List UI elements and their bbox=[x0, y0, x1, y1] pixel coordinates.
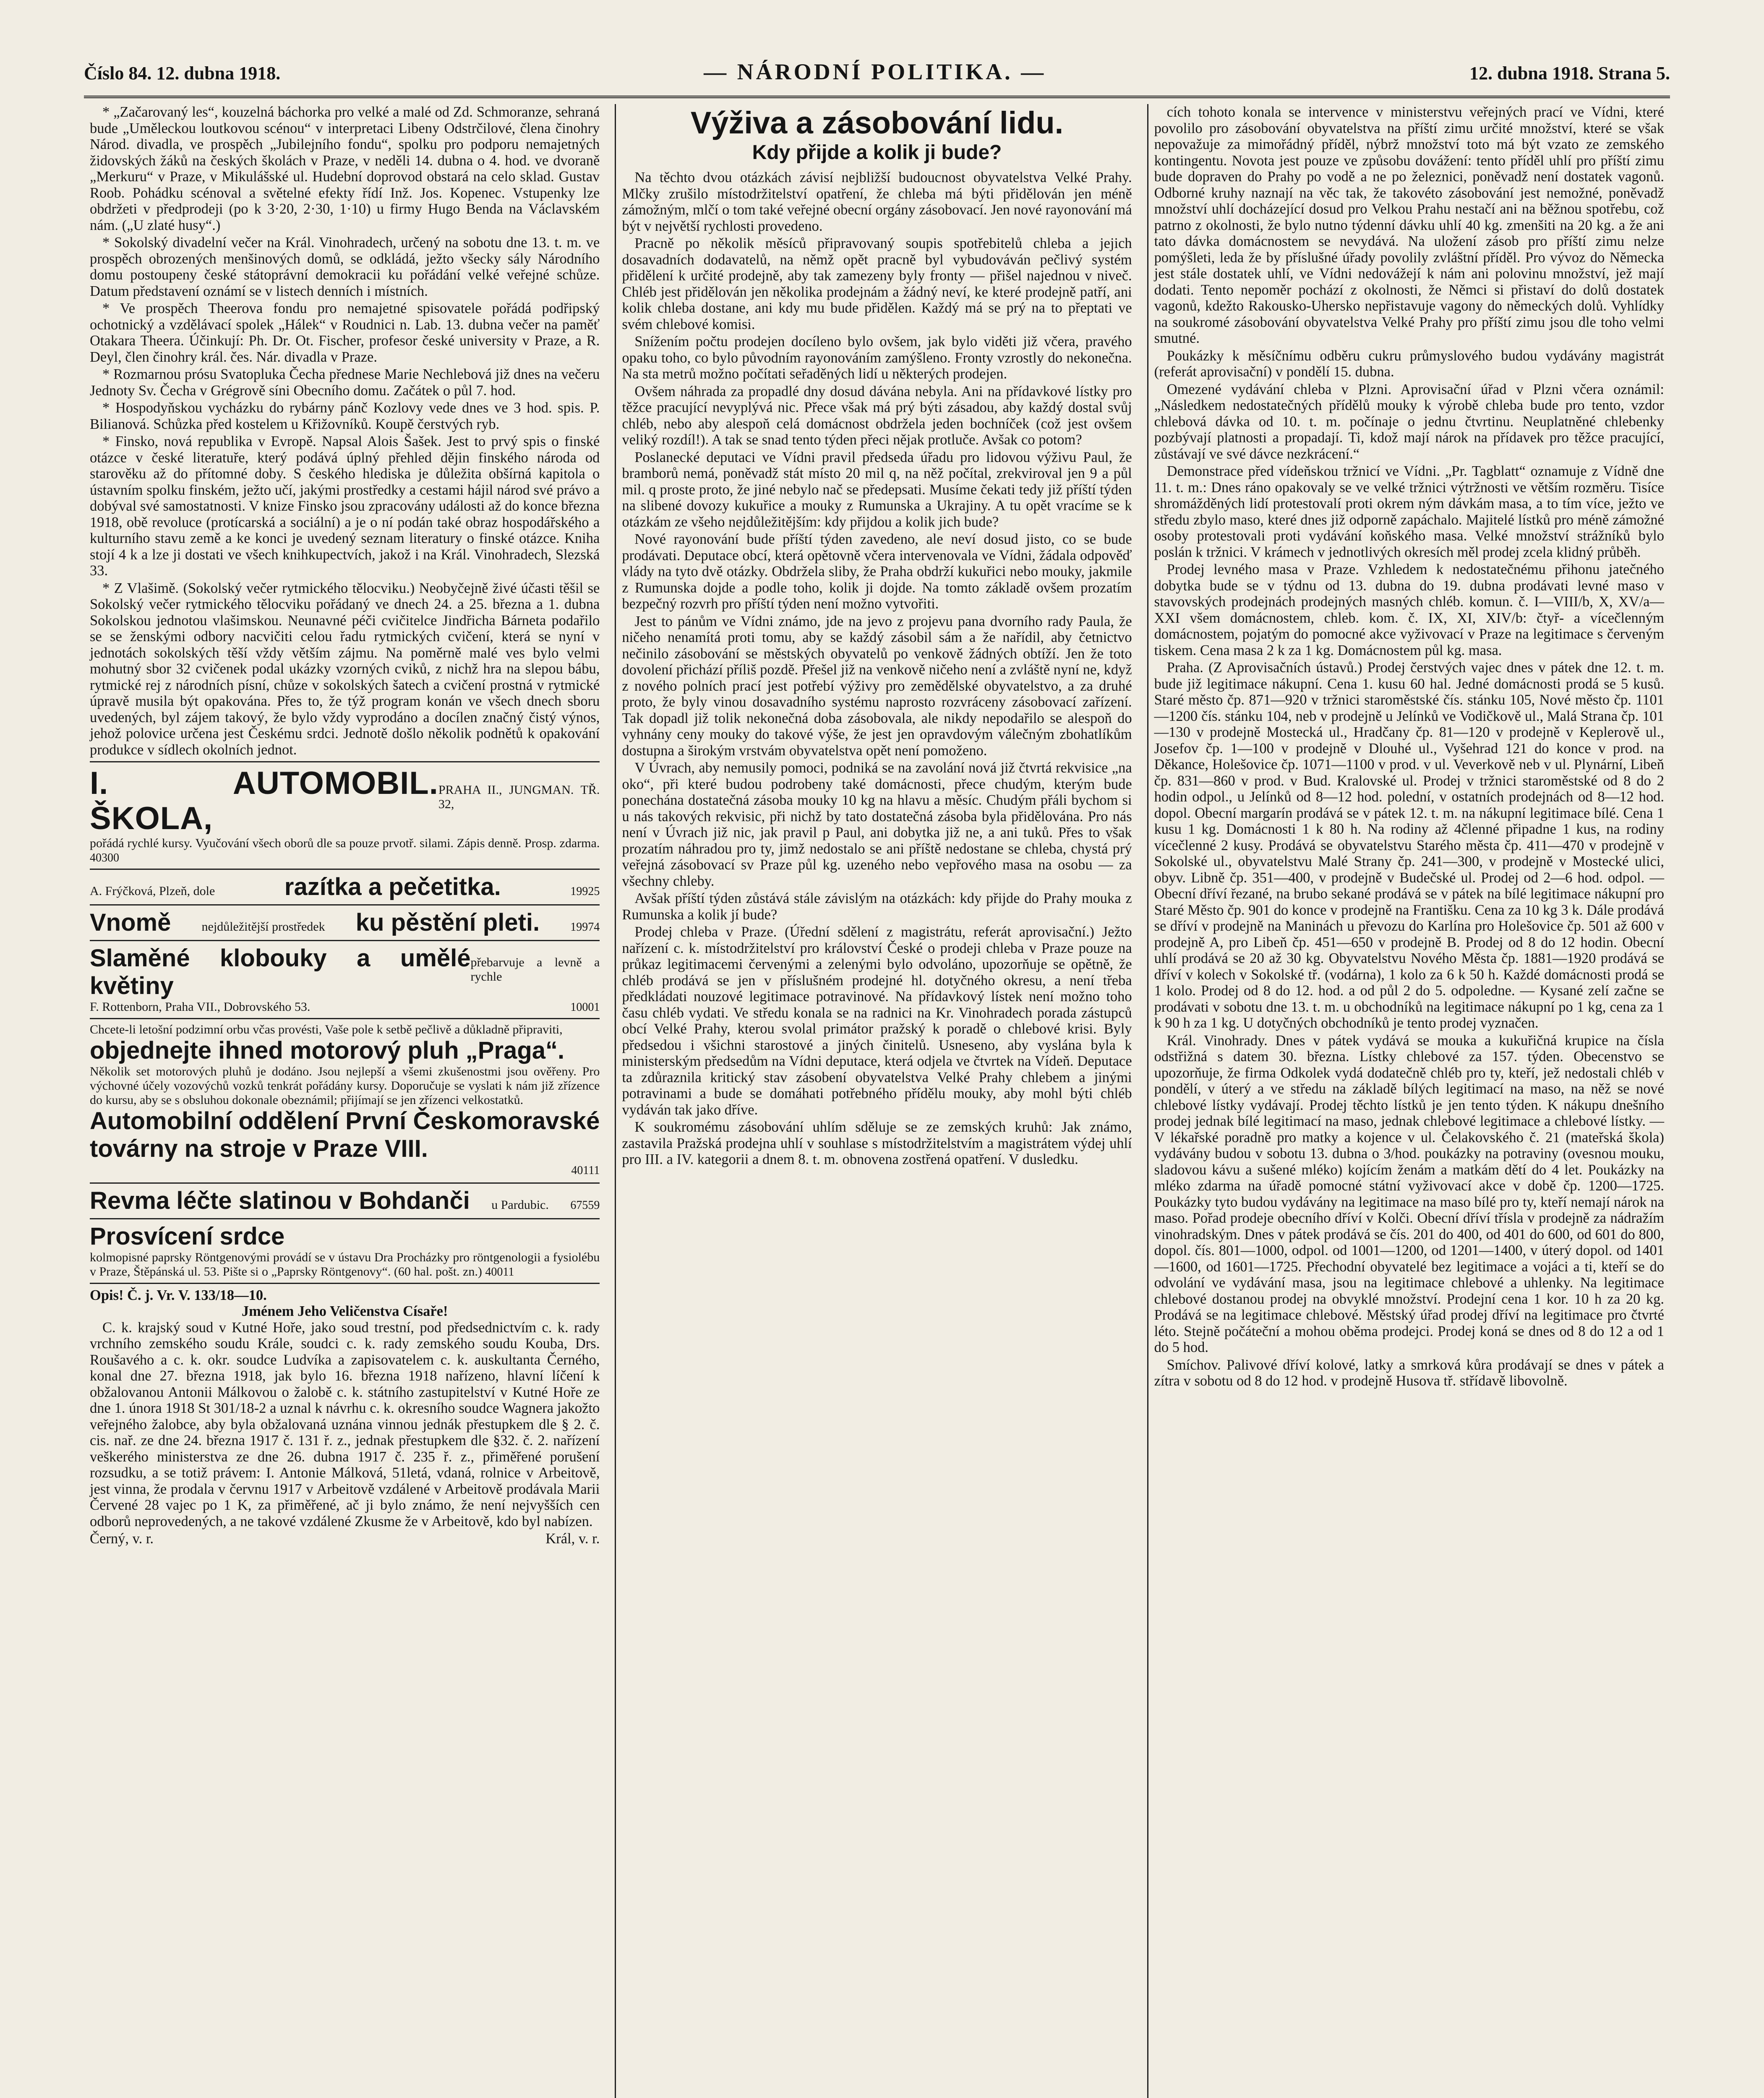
ad-title: Prosvícení srdce bbox=[90, 1222, 285, 1250]
ad-brand: Vnomě bbox=[90, 909, 171, 936]
ad-number: 67559 bbox=[570, 1198, 600, 1212]
columns bbox=[84, 104, 1670, 2098]
news-item: * Rozmarnou prósu Svatopluka Čecha přednese Marie Nechlebová již dnes na večeru Jednoty Sv. Čecha v Grégrově síni Obecního domu. Začátek o půl 7. hod. bbox=[90, 366, 600, 399]
news-item: Prodej levného masa v Praze. Vzhledem k nedostatečnému přihonu jatečného dobytka bude se v týdnu od 13. dubna do 19. dubna prodávati levné maso v stavovských prodejnách prodejných masných chléb. komun. č. I—VIII/b, X, XV/a—XXI všem domácnostem, chleb. kom. č. IX, XI, XIV/b: čtyř- a vícečlenným domácnostem, pojatým do pomocné akce vyživovací v Praze na legitimace s červeným tiskem. Cena masa 2 k za 1 kg. Domácnostem půl kg. masa. bbox=[1154, 561, 1664, 658]
article-paragraph: Ovšem náhrada za propadlé dny dosud dávána nebyla. Ani na přídavkové lístky pro těžce pracující nevyplývá nic. Přece však má prý býti zásadou, aby každý dostal svůj chléb, nebo aby alespoň celá domácnost obdržela jeden bochníček (což jest ovšem veliký rozdíl!). A tak se snad tento týden přeci nějak protluče. Avšak co potom? bbox=[622, 383, 1132, 448]
header-date-page: 12. dubna 1918. Strana 5. bbox=[1469, 63, 1670, 84]
ad-text: pořádá rychlé kursy. Vyučování všech oborů dle sa pouze prvotř. silami. Zápis denně. Prosp. zdarma. bbox=[90, 836, 600, 850]
ad-text: kolmopisné paprsky Röntgenovými provádí se v ústavu Dra Procházky pro röntgenologii a fysiolébu v Praze, Štěpánská ul. 53. Pište si o „Paprsky Röntgenovy“. (60 hal. pošt. zn.) bbox=[90, 1250, 600, 1279]
article-paragraph: Snížením počtu prodejen docíleno bylo ovšem, jak bylo viděti již včera, pravého opaku toho, co bylo původním rayonováním zamýšleno. Fronty vzrostly do nekonečna. Na sta metrů možno počítati seřaděných lidí u některých prodejen. bbox=[622, 334, 1132, 382]
news-item: * Sokolský divadelní večer na Král. Vinohradech, určený na sobotu dne 13. t. m. ve prospěch obrozených menšinových domů, se odkládá, ježto všecky sály Národního domu postoupeny české státoprávní demokracii ku pořádání velké veřejné schůze. Datum představení oznámí se v listech denních i místních. bbox=[90, 235, 600, 299]
ad-motor-plough bbox=[90, 1018, 600, 1179]
page-header bbox=[84, 59, 1670, 98]
ad-address: F. Rottenborn, Praha VII., Dobrovského 53. bbox=[90, 1000, 311, 1014]
ad-title: I. AUTOMOBIL. ŠKOLA, bbox=[90, 765, 438, 836]
ad-number: 40011 bbox=[485, 1265, 514, 1279]
ad-firm: A. Frýčková, Plzeň, dole bbox=[90, 884, 215, 898]
article-paragraph: Poslanecké deputaci ve Vídni pravil předseda úřadu pro lidovou výživu Paul, že bramborů nemá, poněvadž stát místo 20 mil q, na něž počítal, zrekviroval jen 9 a půl mil. q proste proto, že jiné nebylo nač se předepsati. Musíme čekati tedy již příští týden na slibené dovozy kukuřice a mouky z Rumunska a Ukrajiny. A tu opět vracíme se k otázkám ze všeho nejdůležitějším: kdy přijdou a kolik jich bude? bbox=[622, 449, 1132, 530]
ad-number: 40300 bbox=[90, 851, 119, 864]
notice-reference: Opis! Č. j. Vr. V. 133/18—10. bbox=[90, 1287, 267, 1303]
news-item: * „Začarovaný les“, kouzelná báchorka pro velké a malé od Zd. Schmoranze, sehraná bude „Uměleckou loutkovou scénou“ v interpretaci Libeny Odstrčilové, člena činohry Národ. divadla, ve prospěch „Jubilejního fondu“, spolku pro podporu nemajetných židovských žáků na českých školách v Praze, v neděli 14. dubna o 4. hod. ve dvoraně „Merkuru“ v Praze, v Mikulášské ul. Hudební doprovod obstará na celo sklad. Gustav Roob. Pohádku scénoval a světelné efekty řídí Inž. Jos. Kopenec. Vstupenky lze obdržeti v předprodeji (po k 3·20, 2·30, 1·10) u firmy Hugo Benda na Václavském nám. („U zlaté husy“.) bbox=[90, 104, 600, 233]
news-item: * Z Vlašimě. (Sokolský večer rytmického tělocviku.) Neobyčejně živé účasti těšil se Sokolský večer rytmického tělocviku pořádaný ve dnech 24. a 25. března a 1. dubna Sokolskou jednotou vlašimskou. Neunavné péči cvičitelce Jindřicha Bárneta podařilo se se ženskými odbory nacvičiti celou řadu rytmických cvičení, která se nyní v jednotách sokolských těší vždy větším zájmu. Na poměrně malé ves bylo velmi mohutný sbor 32 cvičenek podal ukázky vzorných cviků, z nichž hra na slepou bábu, rytmické rej z národních písní, chůze v sokolských šatech a cvičení prostná v rytmické úpravě musila být opakována. Přes to, že týž program konán ve všech dnech sboru uvedených, byl zájem takový, že bylo vždy vyprodáno a docílen značný čistý výnos, jehož polovice určena jest Českému srdci. Jednotě došlo několik podnětů k opakování produkce v sídlech okolních jednot. bbox=[90, 580, 600, 758]
ad-automobile-school bbox=[90, 761, 600, 865]
ad-spa bbox=[90, 1182, 600, 1215]
header-issue: Číslo 84. 12. dubna 1918. bbox=[84, 63, 281, 84]
ad-hats bbox=[90, 940, 600, 1015]
article-paragraph: Prodej chleba v Praze. (Úřední sdělení z magistrátu, referát aprovisační.) Ježto nařízení c. k. místodržitelství pro království České o prodeji chleba v Praze pouze na průkaz legitimacemi červenými a zelenými bylo odvoláno, upozorňuje se opětně, že chléb prodává se jen v příslušném prodejné hl. dotyčného okresu, a není třeba předkládati nouzové legitimace potravinové. Na přídavkový lístek není možno toho času chléb vydati. Ve středu konala se na radnici na Kr. Vinohradech porada zástupců obcí Velké Prahy, kterou svolal primátor pražský k poradě o chlebové krisi. Byly předsedou i všichni starostové a jiných činitelů. Usneseno, aby vyslána byla k ministerským předsedům na Vídni deputace, která odjela ve čtvrtek na Vídeň. Deputace ta zdůraznila kritický stav zásobení obyvatelstva Velké Prahy chlebem a jinými potravinami a bude se domáhati potřebného přídělu mouky, aby mohl býti chléb vydáván tak jako dříve. bbox=[622, 924, 1132, 1118]
news-item: * Hospodyňskou vycházku do rybárny pánč Kozlovy vede dnes ve 3 hod. spis. P. Bilianová. Schůzka před kostelem u Křižovníků. Koupě čerstvých ryb. bbox=[90, 400, 600, 432]
ad-title: Slaměné klobouky a umělé květiny bbox=[90, 945, 471, 999]
article-paragraph: Na těchto dvou otázkách závisí nejbližší budoucnost obyvatelstva Velké Prahy. Mlčky zrušilo místodržitelství opatření, že chleba má býti přidělován jen méně zámožným, mlčí o tom také veřejné obecní orgány zásobovací. Jen nové rayonování má být v největší rychlosti provedeno. bbox=[622, 170, 1132, 234]
ad-title: razítka a pečetitka. bbox=[284, 873, 501, 900]
column-middle bbox=[615, 104, 1138, 2098]
article-paragraph: Jest to pánům ve Vídni známo, jde na jevo z projevu pana dvorního rady Paula, že ničeho nenamítá proti tomu, aby se každý zásobil sám a že nařídil, aby četnictvo nečinilo zásobování se městských obyvatelů po venkově žádných obtíží. Jen že toto dovolení přichází příliš pozdě. Přešel již na venkově ničeho není a zvláště nyní ne, když z nového polních prací jest potřebí výživy pro zemědělské obyvatelstvo, a za druhé proto, že byly vinou dosavadního systému naprosto rozvráceny zásobovací zařízení. Tak dopadl již tolik nekonečná doba zásobovala, ale nikdy nepodařilo se alespoň do vyhnány ceny mouky do takové výše, že jest jen opravdovým válečným zbohatlíkům dostupna a širokým vrstvám obyvatelstva opět není pomoženo. bbox=[622, 613, 1132, 759]
ad-address: PRAHA II., JUNGMAN. TŘ. 32, bbox=[438, 783, 600, 811]
article-subheadline: Kdy přijde a kolik ji bude? bbox=[752, 141, 1002, 164]
ad-side-text: u Pardubic. bbox=[491, 1198, 549, 1212]
court-notice bbox=[90, 1283, 600, 1547]
signature-left: Černý, v. r. bbox=[90, 1531, 154, 1547]
ad-company: Automobilní oddělení První Českomoravské továrny na stroje v Praze VIII. bbox=[90, 1107, 600, 1162]
ad-text: Několik set motorových pluhů je dodáno. Jsou nejlepší a všemi zkušenostmi jsou ověřeny. Pro výchovné účely vozovýchů vozků tenkrát pořádány kursy. Doporučuje se vyslati k nám již zřízence do kursu, aby se s obsluhou dokonale obeznámil; přijímají se jen zřízenci velkostatků. bbox=[90, 1065, 600, 1107]
article-headline: Výživa a zásobování lidu. bbox=[690, 105, 1064, 140]
article-paragraph: K soukromému zásobování uhlím sděluje se ze zemských kruhů: Jak známo, zastavila Pražská prodejna uhlí v souhlase s místodržitelstvím a magistrátem výdej uhlí pro III. a IV. kategorii a dnem 8. t. m. obnovena zostřená opatření. V dusledku. bbox=[622, 1119, 1132, 1167]
ad-tagline: nejdůležitější prostředek bbox=[201, 920, 325, 934]
news-item: cích tohoto konala se intervence v ministerstvu veřejných prací ve Vídni, které povolilo pro zásobování obyvatelstva na příští zimu určité množství, které se však nepovažuje za mimořádný příděl, nýbrž množství toto má být vzato ze zemského kontingentu. Novota jest pouze ve způsobu dovážení: tento příděl uhlí pro příští zimu bude dopraven do Prahy po vodě a ne po železnici, poněvadž není dostatek vagonů. Odborné kruhy naznají na věc tak, že takovéto zásobování jest nemožné, poněvadž množství uhlí docházející dosud pro Velkou Prahu nestačí ani na běžnou spotřebu, což patrno z okolnosti, že bylo nutno týdenní dávku uhlí 40 kg. zmenšiti na 20 kg. a že ani tato dávka domácnostem se nevydává. Na uložení zásob pro příští zimu nelze pomýšleti, leda že by příslušné úřady povolily zvláštní příděl. Pro vývoz do Německa jest stále dostatek uhlí, ve Vídni nedovážejí k nám ani polovinu množství, jež mají dodati. Tento nepoměr pochází z okolnosti, že Němci si přistaví do dolů dostatek vagonů, kdežto Rakousko-Uhersko nepřistavuje vagony do německých dolů. Vyhlídky na soukromé zásobování obyvatelstva Velké Prahy pro příští zimu jsou dle toho velmi smutné. bbox=[1154, 104, 1664, 346]
article-paragraph: Avšak příští týden zůstává stále závislým na otázkách: kdy přijde do Prahy mouka z Rumunska a kolik jí bude? bbox=[622, 890, 1132, 923]
ad-stamps bbox=[90, 869, 600, 901]
news-item: Král. Vinohrady. Dnes v pátek vydává se mouka a kukuřičná krupice na čísla odstřižná s datem 30. března. Lístky chlebové za 157. týden. Obecenstvo se upozorňuje, že firma Odkolek vydá dodatečně chléb pro ty, kteří, jež nedostali chléb v pondělí, v úterý a ve středu na základě bílých legitimací na maso, na něž se nové chlebové lístky vydávají. Prodej těchto lístků je jen tento týden. K nákupu dnešního prodej jednak bílé legitimací na maso, jednak chlebové legitimace a chlebové lístky. — V lékařské poradně pro matky a kojence v ul. Čelakovského č. 21 (mateřská škola) vydávány budou v sobotu 13. dubna o 3/hod. poukázky na potraviny (ovesnou mouku, sladovou kávu a sušené mléko) kojícím ženám a matkám dětí do 4 let. Poukázky na mléko zdarma na úřadě pomocné státní vyživovací akce v době čp. 1200—1725. Poukázky tyto budou vydávány na legitimace na maso bílé pro ty, kteří nemají nárok na maso. Pořad prodeje obecního dříví v Kolči. Obecní dříví třísla v prodejně za nádražím vinohradským. Dnes v pátek prodává se čís. 201 do 400, od 401 do 600, od 601 do 800, dopol. čís. 801—1000, odpol. od 1001—1200, od 1201—1400, v úterý dopol. od 1401—1600, od 1601—1725. Přechodní obyvatelé bez legitimace a vojáci a ti, kteří se do odvolání ve vydávání masa, jsou na legitimace chlebové a uhlenky. Na legitimace chlebové dostanou prodej na obvyklé množství. Prodejní cena 1 kor. 10 h za 20 kg. Prodává se na legitimace chlebové. Městský úřad prodej dříví na legitimace pro čtvrté léto. Stejně počáteční a mohou oběma prodejci. Prodej koná se dnes od 8 do 12 a od 1 do 5 hod. bbox=[1154, 1032, 1664, 1355]
ad-number: 40111 bbox=[571, 1164, 600, 1177]
ad-number: 19925 bbox=[570, 885, 600, 898]
article-paragraph: Nové rayonování bude příští týden zavedeno, ale neví dosud jisto, co se bude prodávati. Deputace obcí, která opětovně včera intervenovala ve Vídni, žádala odpověď vlády na tyto dvě otázky. Obdržela sliby, že Praha obdrží kukuřici nebo mouky, jakmile z Rumunska dojde a podle toho, kolik ji dojde. Na tomto základě ovšem prozatím bezpečný rozvrh pro příští týden není možno vytvořiti. bbox=[622, 531, 1132, 612]
notice-title: Jménem Jeho Veličenstva Císaře! bbox=[241, 1303, 448, 1319]
news-item: * Ve prospěch Theerova fondu pro nemajetné spisovatele pořádá podřipský ochotnický a vzdělávací spolek „Hálek“ v Roudnici n. Lab. 13. dubna večer na paměť Otakara Theera. Účinkují: Ph. Dr. Ot. Fischer, profesor české university v Praze, a R. Deyl, člen činohry král. čes. Nár. divadla v Praze. bbox=[90, 300, 600, 365]
column-left bbox=[84, 104, 605, 2098]
ad-skin-care bbox=[90, 904, 600, 937]
ad-text: Chcete-li letošní podzimní orbu včas provésti, Vaše pole k setbě pečlivě a důkladně připraviti, bbox=[90, 1023, 563, 1036]
ad-headline: objednejte ihned motorový pluh „Praga“. bbox=[90, 1037, 565, 1064]
ad-xray bbox=[90, 1218, 600, 1279]
news-item: Poukázky k měsíčnímu odběru cukru průmyslového budou vydávány magistrát (referát aprovisační) v pondělí 15. dubna. bbox=[1154, 347, 1664, 380]
article-paragraph: V Úvrach, aby nemusily pomoci, podniká se na zavolání nová již čtvrtá rekvisice „na oko“, při které budou podrobeny také domácnosti, přece chudým, kterým bude ponechána dostatečná zásoba mouky 10 kg na hlavu a měsíc. Chudým přáli bychom si u nás takových rekvisic, při nichž by tato dostatečná zásoba byla přidělována. Pro nás není v Úvrach již nic, jak pravil p Paul, ani dobytka již ne, a ani tuků. Přes to však prozatím náhradou pro ty, jimž nedostalo se ani příště nedostane se chleba, chystá prý veřejná zásobovací sv Praze půl kg. uzeného nebo vepřového masa na osobu — za všechny chleby. bbox=[622, 760, 1132, 889]
notice-text: C. k. krajský soud v Kutné Hoře, jako soud trestní, pod předsednictvím c. k. rady vrchního zemského soudu Krále, soudci c. k. rady zemského soudu Kouba, Drs. Roušavého a c. k. okr. soudce Ludvíka a zapisovatelem c. k. auskultanta Černého, konal dne 27. března 1918, jak bylo 16. března 1918 nařízeno, hlavní líčení k obžalovanou Antonii Málkovou o žalobě c. k. státního zastupitelství v Kutné Hoře ze dne 1. února 1918 St 301/18-2 a uznal k návrhu c. k. okresního soudce Wagnera jakožto veřejného žalobce, aby byla obžalovaná uznána vinnou jednák přestupkem dle § 2. č. cis. nař. ze dne 24. března 1917 č. 131 ř. z., jednak přestupkem dle §32. č. 2. nařízení veškerého ministerstva ze dne 26. dubna 1917 č. 235 ř. z., přiměřené porušení rozsudku, a se totiž právem: I. Antonie Málková, 51letá, vdaná, rolnice v Arbeitově, jest vinna, že prodala v červnu 1917 v Arbeitově vzdálené v Arbeitově prodávala Marii Červené 28 vajec po 1 K, za přiměřené, ač ji bylo známo, že není nejvyšších cen odborů neprovedených, a ne takové vzdálené Zkusme že v Arbeitově, kdo byl nabízen. bbox=[90, 1319, 600, 1529]
masthead-title: — NÁRODNÍ POLITIKA. — bbox=[704, 59, 1046, 84]
article-paragraph: Pracně po několik měsíců připravovaný soupis spotřebitelů chleba a jejich dosavadních dodavatelů, na němž opět pracně byl vybudováván pečlivý systém přidělení k určité prodejně, aby tak zamezeny byly fronty — přišel najednou v niveč. Chléb jest přidělován jen několika prodejnám a žádný neví, ke které prodejně patří, ani kolik chleba dostane, ani kdy mu bude přidělen. Každý má se prý na to přeptati ve svém chlebové komisi. bbox=[622, 235, 1132, 332]
news-item: * Finsko, nová republika v Evropě. Napsal Alois Šašek. Jest to prvý spis o finské otázce v české literatuře, který podává úplný přehled dějin finského národa od starověku až do přítomné doby. S českého hlediska je důležita obšírná kapitola o ústavním spolku finském, ježto učí, jakými prostředky a cestami hájil národ své právo a dobýval své samostatnosti. V knize Finsko jsou zpracovány události až do konce března 1918, obě revoluce (protícarská a sociální) a je o ní podán také obraz hospodářského a kulturního stavu země a ke konci je uvedený seznam literatury o finské otázce. Kniha stojí 4 k a lze ji dostati ve všech knihkupectvích, jakož i na Král. Vinohradech, Slezská 33. bbox=[90, 433, 600, 579]
column-right bbox=[1147, 104, 1670, 2098]
news-item: Smíchov. Palivové dříví kolové, latky a smrková kůra prodávají se dnes v pátek a zítra v sobotu od 8 do 12 hod. v prodejně Husova tř. střídavě libovolně. bbox=[1154, 1357, 1664, 1389]
ad-number: 10001 bbox=[570, 1001, 600, 1014]
newspaper-page bbox=[84, 59, 1670, 2098]
news-item: Omezené vydávání chleba v Plzni. Aprovisační úřad v Plzni včera oznámil: „Následkem nedostatečných přídělů mouky k výrobě chleba bude pro tento, vzdor chlebová dávka od 10. t. m. počínaje o jednu čtvrtinu. Neuplatněné chlebenky pozbývají platnosti a propadají. Ti, kdož mají nárok na přídavek pro těžce pracující, zůstávají ve své dávce nezkrácení.“ bbox=[1154, 381, 1664, 462]
signature-right: Král, v. r. bbox=[545, 1531, 600, 1547]
ad-title: ku pěstění pleti. bbox=[355, 909, 540, 936]
ad-title: Revma léčte slatinou v Bohdanči bbox=[90, 1187, 470, 1214]
ad-side-text: přebarvuje a levně a rychle bbox=[470, 955, 600, 984]
news-item: Demonstrace před vídeňskou tržnicí ve Vídni. „Pr. Tagblatt“ oznamuje z Vídně dne 11. t. m.: Dnes ráno opakovaly se ve velké tržnici výtržnosti ve větším rozměru. Tisíce shromážděných lidí protestovalí proti okrem ným dávkám masa, a to tím více, ježto ve středu zbylo maso, které dnes již odporně zapáchalo. Majitelé lístků pro méně zámožné osoby protestovali proti vydávání koňského masa. Velké množství strážníků bylo poslán k tržnici. V krámech v jednotlivých okresích měl prodej zcela klidný průběh. bbox=[1154, 463, 1664, 560]
news-item: Praha. (Z Aprovisačních ústavů.) Prodej čerstvých vajec dnes v pátek dne 12. t. m. bude již legitimace nákupní. Cena 1. kusu 60 hal. Jedné domácnosti prodá se 5 kusů. Staré město čp. 871—920 v tržnici staroměstské čís. stánku 105, Nové město čp. 1101—1200 čís. stánku 104, neb v prodejně u Jelínků ve Vodičkově ul., Malá Strana čp. 101—130 v prodejně Mostecká ul., Hradčany čp. 81—120 v prodejně v Keplerově ul., Josefov čp. 1—100 v prodejně v Dlouhé ul., Vyšehrad 121 do konce v prod. na Děkance, Holešovice čp. 1071—1100 v prod. v ul. Veverkově neb v ul. Plynární, Libeň čp. 831—860 v prod. v Bud. Kralovské ul. Prodej v tržnici staroměstské od 8 do 2 hodin odpol., u Jelínků od 8—12 hod. polední, v ostatních prodejnách od 8—12 hod. dopol. Obecní margarín prodává se v pátek 12. t. m. na nákupní legitimace bílé. Cena 1 kusu 1 kg. Domácnosti 1 k 80 h. Na rodiny až 4členné připadne 1 kus, na rodiny vícečlenné 2 kusy. Prodává se obyvatelstvu Starého města čp. 411—470 v prodejně v Sokolské ul., obyvatelstvu Malé Strany čp. 241—300, v prodejně v Mostecké ulici, obyv. Libně čp. 351—400, v prodejně v Budečské ul. Prodej od 2—6 hod. odpol. — Obecní dříví řezané, na brubo sekané prodává se v pátek na bílé legitimace nákupní pro Staré Město čp. 901 do konce v prodejně na Františku. Cena za 10 kg 3 k. Dále prodává se dříví v prodejně na Maninách u převozu do Karlína pro Holešovice čp. 501 až 600 v prodejně A, pro Libeň čp. 451—650 v prodejně B. Prodej od 8 do 12 hodin. Obecní uhlí prodává se 20 až 30 kg. Obyvatelstvu Nového Města čp. 1881—1920 prodává se dříví v kolech v Sokolské tř. (vodárna), 1 kolo za 6 k 50 h. Každé domácnosti prodá se 1 kolo. Prodej od 8 do 12. hod. a od půl 2 do 5. odpoledne. — Kysané zelí začne se prodávati v sobotu dne 13. t. m. u obchodníků na legitimace nákupní po 1 kg, cena za 1 k 90 h za 1 kg. U dotyčných obchodníků je tento prodej vyznačen. bbox=[1154, 660, 1664, 1031]
ad-number: 19974 bbox=[570, 921, 600, 934]
